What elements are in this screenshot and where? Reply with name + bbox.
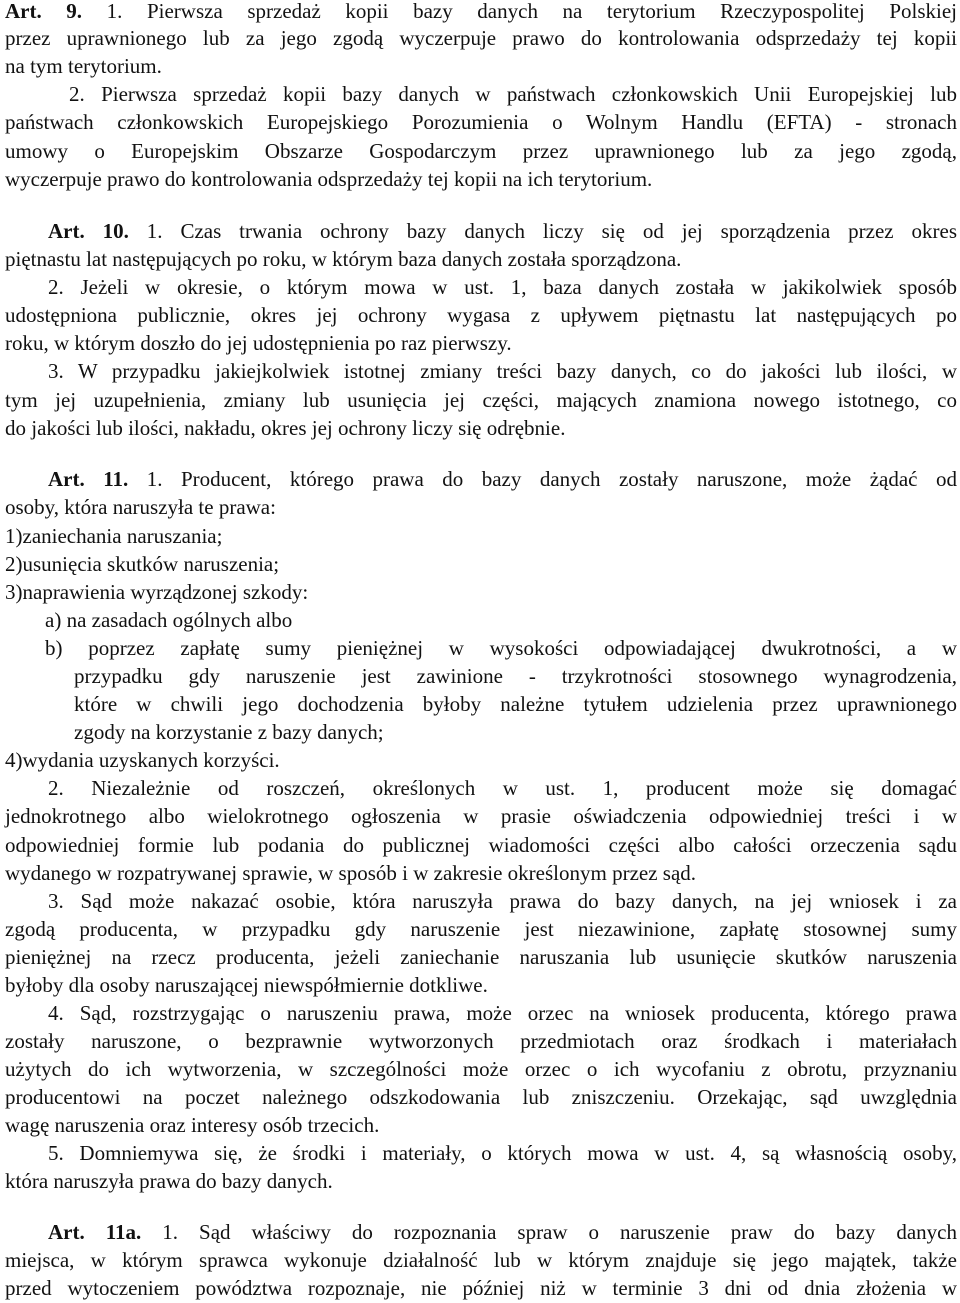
article-number: Art. 9. [5,0,83,23]
line-text: wagę naruszenia oraz interesy osób trzecich. [5,1113,380,1137]
text-line [5,24,957,52]
line-text: b) poprzez zapłatę sumy pieniężnej w wysokości odpowiadającej dwukrotności, a w [45,636,957,660]
line-text: 1. Czas trwania ochrony bazy danych liczy się od jej sporządzenia przez okres [128,219,957,243]
line-text: a) na zasadach ogólnych albo [45,608,293,632]
text-line [48,465,957,493]
line-text: jednokrotnego albo wielokrotnego ogłoszenia w prasie oświadczenia odpowiedniej treści i w [5,804,957,828]
line-text: 1)zaniechania naruszania; [5,524,223,548]
text-line [5,550,957,578]
line-text: tym jej uzupełnienia, zmiany lub usunięcia jej części, mających znamiona nowego istotnego, co [5,388,957,412]
text-line [5,245,957,273]
article-number: Art. 10. [48,219,129,243]
text-line [48,357,957,385]
line-text: producentowi na poczet należnego odszkodowania lub zniszczeniu. Orzekając, sąd uwzględnia [5,1085,957,1109]
text-line [48,273,957,301]
line-text: które w chwili jego dochodzenia byłoby należne tytułem udzielenia przez uprawnionego [74,692,957,716]
line-text: 3. Sąd może nakazać osobie, która naruszyła prawa do bazy danych, na jej wniosek i za [48,889,957,913]
line-text: 1. Pierwsza sprzedaż kopii bazy danych na terytorium Rzeczypospolitej Polskiej [82,0,957,23]
text-line [5,329,957,357]
text-line [48,1139,957,1167]
line-text: miejsca, w którym sprawca wykonuje działalność lub w którym znajduje się jego majątek, także [5,1248,957,1272]
text-line [5,0,957,25]
line-text: 1. Sąd właściwy do rozpoznania spraw o naruszenie praw do bazy danych [141,1220,957,1244]
text-line [5,137,957,165]
line-text: 2. Jeżeli w okresie, o którym mowa w ust. 1, baza danych została w jakikolwiek sposób [48,275,957,299]
text-line [48,1218,957,1246]
line-text: 2)usunięcia skutków naruszenia; [5,552,280,576]
text-line [5,802,957,830]
text-line [74,690,957,718]
text-line [5,108,957,136]
line-text: zgodą producenta, w przypadku gdy naruszenie jest niezawinione, zapłatę stosownej sumy [5,917,957,941]
text-line [5,1167,957,1195]
text-line [5,414,957,442]
text-line [5,1027,957,1055]
line-text: 4)wydania uzyskanych korzyści. [5,748,280,772]
line-text: zostały naruszone, o bezprawnie wytworzonych przedmiotach oraz środkach i materiałach [5,1029,957,1053]
line-text: 2. Niezależnie od roszczeń, określonych w ust. 1, producent może się domagać [48,776,957,800]
line-text: udostępniona publicznie, okres jej ochrony wygasa z upływem piętnastu lat następujących po [5,303,957,327]
text-line [5,1274,957,1302]
text-line [5,522,957,550]
text-line [5,943,957,971]
text-line [5,831,957,859]
line-text: przypadku gdy naruszenie jest zawinione - trzykrotności stosownego wynagrodzenia, [74,664,957,688]
text-line [5,746,957,774]
text-line [48,774,957,802]
line-text: 2. Pierwsza sprzedaż kopii bazy danych w państwach członkowskich Unii Europejskiej lub [69,82,957,106]
text-line [5,1246,957,1274]
line-text: 5. Domniemywa się, że środki i materiały, o których mowa w ust. 4, są własnością osoby, [48,1141,957,1165]
text-line [5,971,957,999]
line-text: na tym terytorium. [5,54,162,78]
text-line [45,634,957,662]
line-text: która naruszyła prawa do bazy danych. [5,1169,333,1193]
text-line [5,1083,957,1111]
line-text: 1. Producent, którego prawa do bazy danych zostały naruszone, może żądać od [128,467,957,491]
line-text: wydanego w rozpatrywanej sprawie, w sposób i w zakresie określonym przez sąd. [5,861,697,885]
text-line [48,217,957,245]
line-text: wyczerpuje prawo do kontrolowania odsprzedaży tej kopii na ich terytorium. [5,167,653,191]
line-text: byłoby dla osoby naruszającej niewspółmiernie dotkliwe. [5,973,488,997]
text-line [74,662,957,690]
text-line [5,386,957,414]
text-line [45,606,957,634]
line-text: przed wytoczeniem powództwa rozpoznaje, nie później niż w terminie 3 dni od dnia złożenia w [5,1276,957,1300]
line-text: piętnastu lat następujących po roku, w którym baza danych została sporządzona. [5,247,682,271]
line-text: państwach członkowskich Europejskiego Porozumienia o Wolnym Handlu (EFTA) - stronach [5,110,957,134]
line-text: przez uprawnionego lub za jego zgodą wyczerpuje prawo do kontrolowania odsprzedaży tej kopii [5,26,957,50]
line-text: osoby, która naruszyła te prawa: [5,495,276,519]
line-text: umowy o Europejskim Obszarze Gospodarczym przez uprawnionego lub za jego zgodą, [5,139,957,163]
line-text: do jakości lub ilości, nakładu, okres jej ochrony liczy się odrębnie. [5,416,566,440]
text-line [74,718,957,746]
article-number: Art. 11. [48,467,129,491]
text-line [5,493,957,521]
text-line [5,165,957,193]
text-line [5,1055,957,1083]
text-line [5,52,957,80]
line-text: 3. W przypadku jakiejkolwiek istotnej zmiany treści bazy danych, co do jakości lub ilości, w [48,359,957,383]
text-line [69,80,957,108]
article-number: Art. 11a. [48,1220,142,1244]
line-text: zgody na korzystanie z bazy danych; [74,720,384,744]
text-line [5,578,957,606]
line-text: 4. Sąd, rozstrzygając o naruszeniu prawa, może orzec na wniosek producenta, którego prawa [48,1001,957,1025]
line-text: odpowiedniej formie lub podania do publicznej wiadomości części albo całości orzeczenia sądu [5,833,957,857]
line-text: roku, w którym doszło do jej udostępnienia po raz pierwszy. [5,331,512,355]
text-line [5,1111,957,1139]
text-line [48,999,957,1027]
text-line [5,301,957,329]
text-line [48,887,957,915]
line-text: 3)naprawienia wyrządzonej szkody: [5,580,309,604]
text-line [5,915,957,943]
line-text: użytych do ich wytworzenia, w szczególności może orzec o ich wycofaniu z obrotu, przyznaniu [5,1057,957,1081]
line-text: pieniężnej na rzecz producenta, jeżeli zaniechanie naruszania lub usunięcie skutków naruszenia [5,945,957,969]
text-line [5,859,957,887]
